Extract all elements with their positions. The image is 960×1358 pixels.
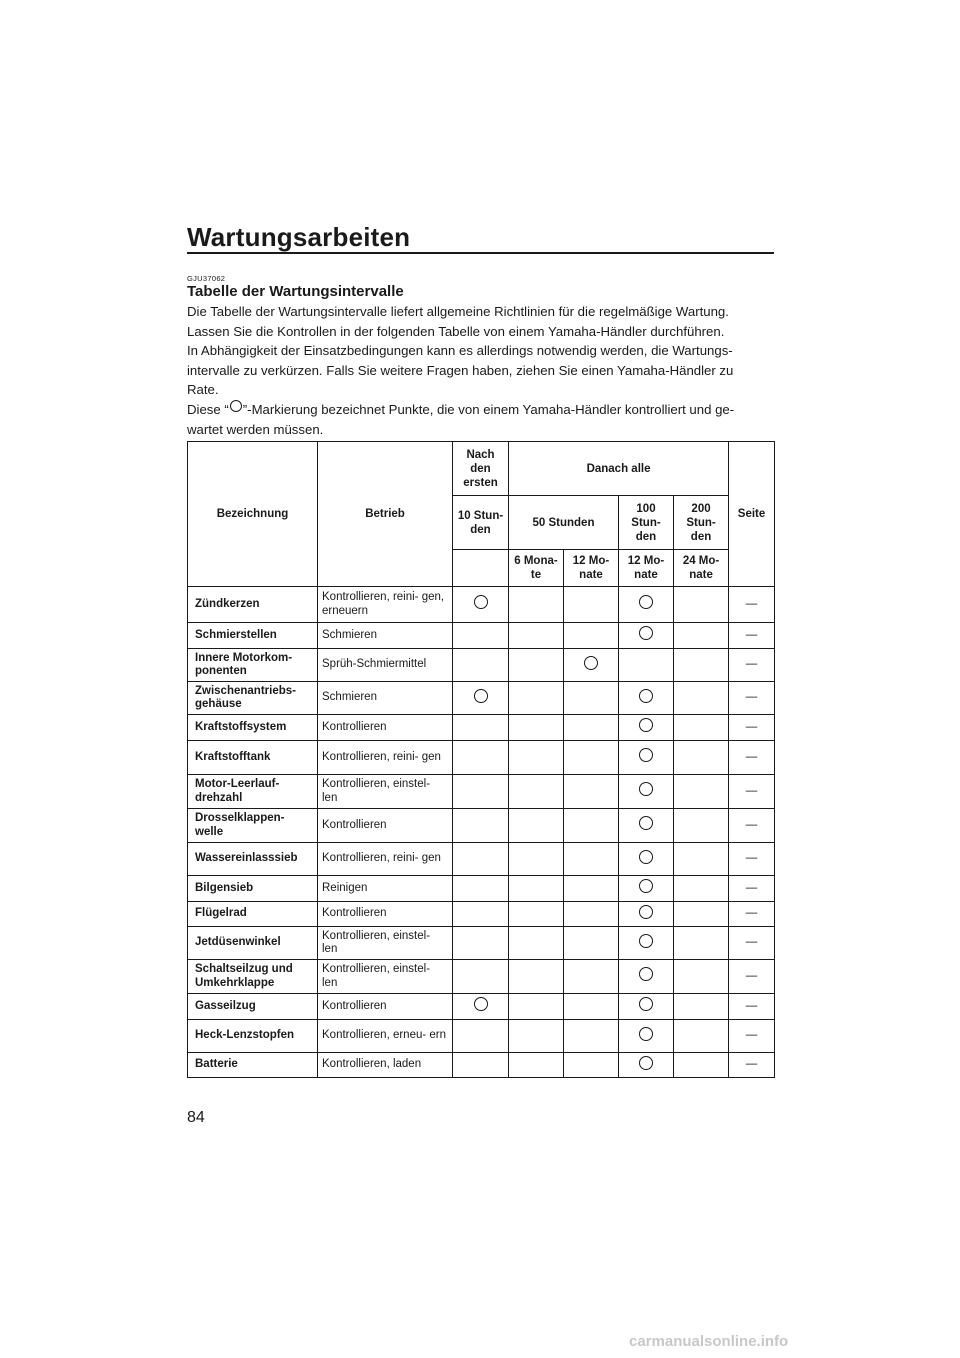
interval-cell [564,623,619,649]
row-page: — [729,809,775,843]
row-page: — [729,843,775,876]
row-page: — [729,649,775,682]
interval-cell [564,587,619,623]
row-page: — [729,1020,775,1053]
circle-marker-icon [639,782,653,796]
intro-text [187,302,775,439]
interval-cell [453,960,509,994]
circle-marker-icon [639,997,653,1011]
table-row [188,809,775,843]
interval-cell [564,843,619,876]
interval-cell [564,741,619,775]
interval-cell [619,682,674,715]
row-operation: Kontrollieren, reini- gen, erneuern [318,587,453,623]
table-row [188,1020,775,1053]
row-operation: Kontrollieren, einstel- len [318,960,453,994]
interval-cell [674,876,729,902]
watermark: carmanualsonline.info [629,1333,789,1350]
row-name: Kraftstofftank [188,741,318,775]
interval-cell [509,741,564,775]
circle-marker-icon [639,718,653,732]
row-name: Innere Motorkom- ponenten [188,649,318,682]
maintenance-table [187,441,775,1078]
table-row [188,587,775,623]
header-empty [453,550,509,587]
row-name: Gasseilzug [188,994,318,1020]
row-page: — [729,876,775,902]
interval-cell [674,623,729,649]
row-operation: Kontrollieren, einstel- len [318,775,453,809]
interval-cell [564,809,619,843]
header-12-months: 12 Mo- nate [619,550,674,587]
circle-marker-icon [639,595,653,609]
row-operation: Kontrollieren, erneu- ern [318,1020,453,1053]
table-row [188,960,775,994]
row-page: — [729,927,775,960]
interval-cell [453,902,509,927]
table-row [188,682,775,715]
row-page: — [729,741,775,775]
interval-cell [674,587,729,623]
marker-text-after: ”-Markierung bezeichnet Punkte, die von einem Yamaha-Händler kontrolliert und ge- [242,401,735,417]
marker-explanation-end: wartet werden müssen. [187,421,324,437]
header-100-hours: 100 Stun- den [619,496,674,550]
interval-cell [453,623,509,649]
interval-cell [619,1020,674,1053]
table-row [188,715,775,741]
interval-cell [453,715,509,741]
row-name: Jetdüsenwinkel [188,927,318,960]
circle-marker-icon [639,748,653,762]
header-12-months: 12 Mo- nate [564,550,619,587]
table-row [188,902,775,927]
table-row [188,741,775,775]
interval-cell [674,741,729,775]
circle-marker-icon [639,850,653,864]
marker-text-before: Diese “ [187,401,229,417]
intro-line: Lassen Sie die Kontrollen in der folgenden Tabelle von einem Yamaha-Händler durchführen. [187,323,725,339]
row-operation: Schmieren [318,623,453,649]
header-then-every: Danach alle [509,442,729,496]
interval-cell [619,843,674,876]
interval-cell [509,843,564,876]
interval-cell [509,809,564,843]
interval-cell [674,927,729,960]
header-200-hours: 200 Stun- den [674,496,729,550]
interval-cell [674,649,729,682]
table-row [188,623,775,649]
table-row [188,876,775,902]
row-page: — [729,775,775,809]
row-operation: Kontrollieren, einstel- len [318,927,453,960]
row-name: Motor-Leerlauf- drehzahl [188,775,318,809]
circle-marker-icon [474,997,488,1011]
marker-explanation [187,400,775,420]
table-row [188,927,775,960]
circle-marker-icon [639,879,653,893]
row-operation: Sprüh-Schmiermittel [318,649,453,682]
table-row [188,775,775,809]
section-title: Tabelle der Wartungsintervalle [187,283,404,300]
interval-cell [674,1020,729,1053]
interval-cell [564,902,619,927]
interval-cell [619,960,674,994]
title-rule [187,252,774,254]
row-operation: Kontrollieren [318,715,453,741]
row-operation: Kontrollieren, laden [318,1053,453,1078]
row-name: Heck-Lenzstopfen [188,1020,318,1053]
circle-marker-icon [639,689,653,703]
table-row [188,649,775,682]
interval-cell [453,741,509,775]
circle-marker-icon [474,689,488,703]
interval-cell [564,1053,619,1078]
table-row [188,843,775,876]
row-page: — [729,587,775,623]
row-page: — [729,715,775,741]
page-number: 84 [187,1109,205,1126]
circle-marker-icon [639,905,653,919]
header-10-hours: 10 Stun- den [453,496,509,550]
interval-cell [619,649,674,682]
header-name: Bezeichnung [188,442,318,587]
interval-cell [453,876,509,902]
row-name: Zwischenantriebs- gehäuse [188,682,318,715]
interval-cell [453,1053,509,1078]
interval-cell [564,682,619,715]
header-50-hours: 50 Stunden [509,496,619,550]
interval-cell [509,649,564,682]
header-after-first: Nach den ersten [453,442,509,496]
interval-cell [509,1020,564,1053]
row-name: Flügelrad [188,902,318,927]
row-name: Schaltseilzug und Umkehrklappe [188,960,318,994]
interval-cell [564,876,619,902]
row-name: Batterie [188,1053,318,1078]
interval-cell [509,960,564,994]
interval-cell [674,775,729,809]
header-page: Seite [729,442,775,587]
row-page: — [729,1053,775,1078]
interval-cell [509,682,564,715]
row-name: Kraftstoffsystem [188,715,318,741]
interval-cell [619,927,674,960]
circle-marker-icon [639,626,653,640]
circle-marker-icon [639,934,653,948]
row-name: Wassereinlasssieb [188,843,318,876]
row-operation: Reinigen [318,876,453,902]
page-title: Wartungsarbeiten [187,222,411,252]
circle-marker-icon [639,1027,653,1041]
interval-cell [564,649,619,682]
row-name: Zündkerzen [188,587,318,623]
circle-marker-icon [639,816,653,830]
interval-cell [509,587,564,623]
circle-marker-icon [639,1056,653,1070]
interval-cell [619,902,674,927]
interval-cell [564,994,619,1020]
interval-cell [453,927,509,960]
interval-cell [674,1053,729,1078]
header-operation: Betrieb [318,442,453,587]
row-operation: Kontrollieren [318,902,453,927]
interval-cell [619,1053,674,1078]
interval-cell [453,587,509,623]
interval-cell [453,1020,509,1053]
interval-cell [674,682,729,715]
circle-marker-icon [230,400,242,412]
interval-cell [619,994,674,1020]
row-operation: Kontrollieren, reini- gen [318,843,453,876]
interval-cell [453,843,509,876]
interval-cell [564,715,619,741]
row-operation: Kontrollieren, reini- gen [318,741,453,775]
interval-cell [509,623,564,649]
interval-cell [619,775,674,809]
interval-cell [509,927,564,960]
header-6-months: 6 Mona- te [509,550,564,587]
interval-cell [619,876,674,902]
row-name: Schmierstellen [188,623,318,649]
interval-cell [564,1020,619,1053]
table-row [188,1053,775,1078]
interval-cell [453,994,509,1020]
interval-cell [619,741,674,775]
interval-cell [509,876,564,902]
intro-line: In Abhängigkeit der Einsatzbedingungen kann es allerdings notwendig werden, die Wartungs- [187,343,733,359]
interval-cell [509,775,564,809]
row-page: — [729,994,775,1020]
row-page: — [729,682,775,715]
interval-cell [674,715,729,741]
interval-cell [509,1053,564,1078]
interval-cell [509,994,564,1020]
row-page: — [729,623,775,649]
circle-marker-icon [474,595,488,609]
row-operation: Kontrollieren [318,809,453,843]
interval-cell [509,715,564,741]
row-name: Bilgensieb [188,876,318,902]
interval-cell [453,649,509,682]
interval-cell [453,809,509,843]
row-page: — [729,902,775,927]
interval-cell [674,809,729,843]
interval-cell [674,902,729,927]
circle-marker-icon [584,656,598,670]
interval-cell [619,809,674,843]
interval-cell [564,775,619,809]
interval-cell [564,927,619,960]
interval-cell [619,715,674,741]
row-page: — [729,960,775,994]
section-code: GJU37062 [187,274,226,283]
interval-cell [619,623,674,649]
intro-line: Rate. [187,382,219,398]
interval-cell [509,902,564,927]
table-body [188,587,775,1078]
interval-cell [674,843,729,876]
circle-marker-icon [639,967,653,981]
header-24-months: 24 Mo- nate [674,550,729,587]
interval-cell [453,682,509,715]
intro-line: intervalle zu verkürzen. Falls Sie weitere Fragen haben, ziehen Sie einen Yamaha-Händler zu [187,362,734,378]
row-operation: Kontrollieren [318,994,453,1020]
intro-line: Die Tabelle der Wartungsintervalle liefert allgemeine Richtlinien für die regelmäßige Wartung. [187,304,729,319]
table-row [188,994,775,1020]
interval-cell [674,994,729,1020]
row-operation: Schmieren [318,682,453,715]
interval-cell [564,960,619,994]
row-name: Drosselklappen- welle [188,809,318,843]
interval-cell [674,960,729,994]
interval-cell [619,587,674,623]
interval-cell [453,775,509,809]
